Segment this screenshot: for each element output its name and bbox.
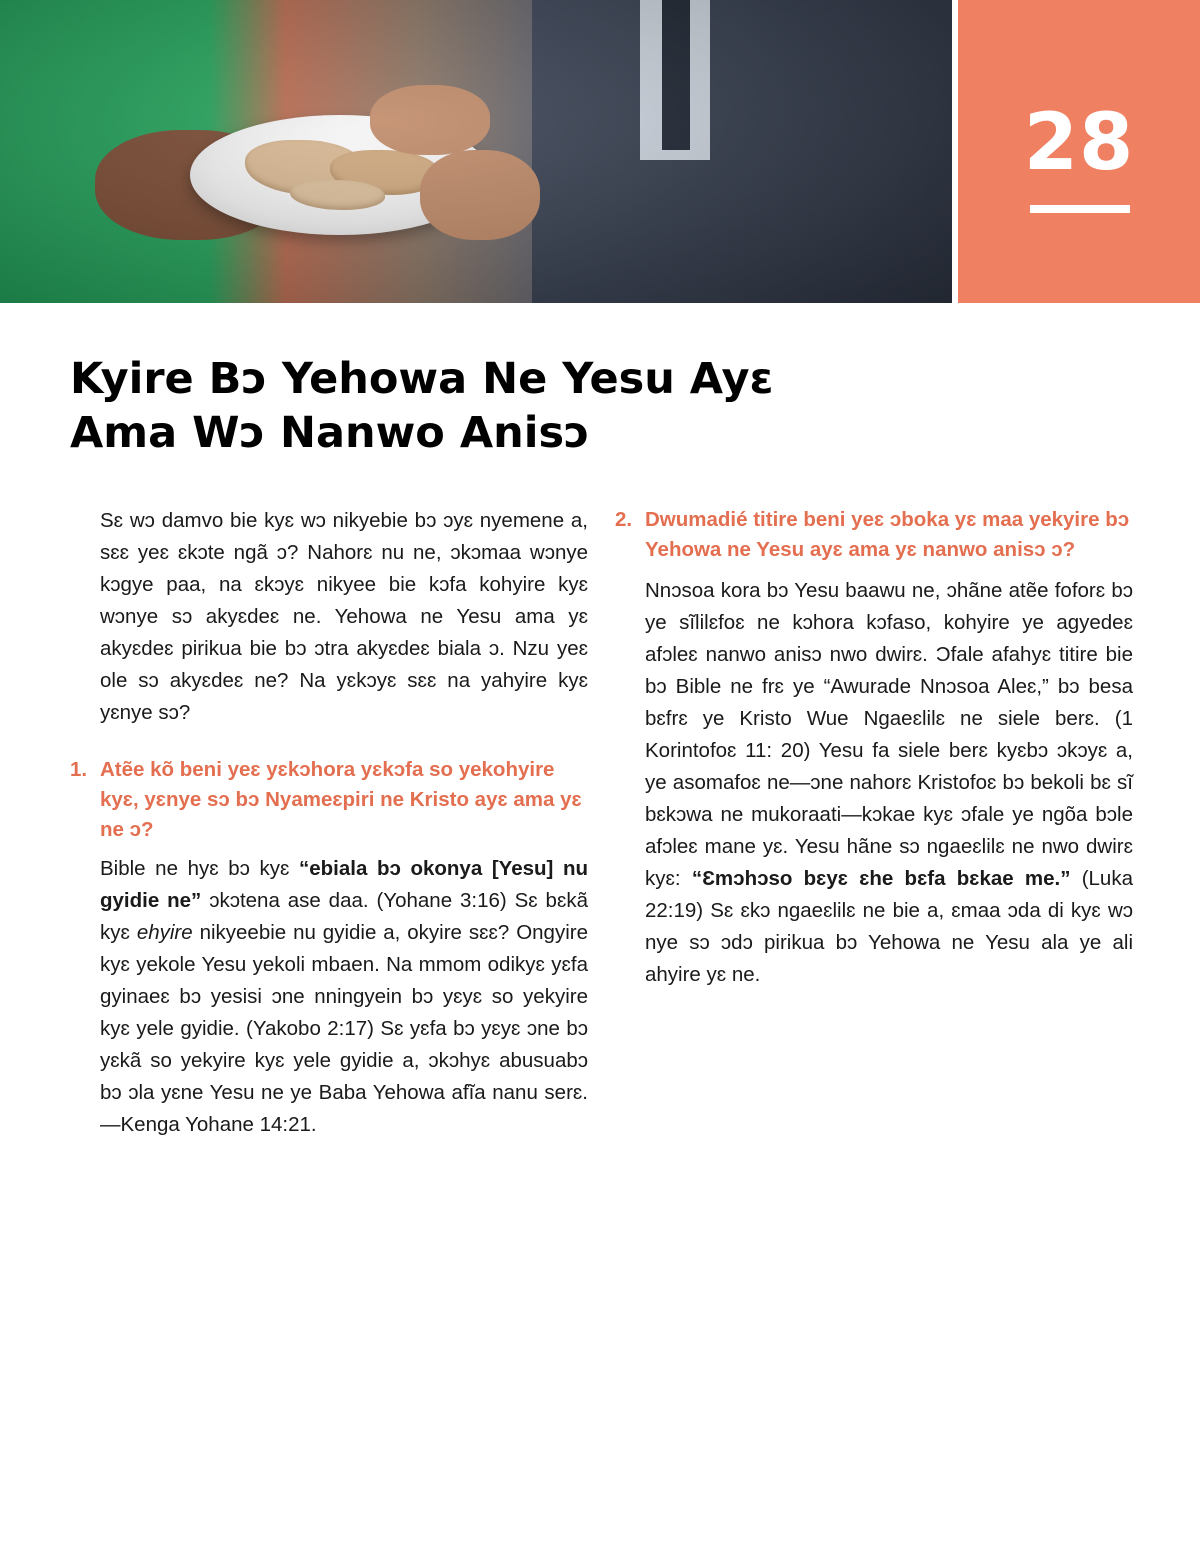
- scripture-quote: “Ɛmɔhɔso bɛyɛ ɛhe bɛfa bɛkae me.”: [691, 867, 1071, 890]
- question-2-number: 2.: [615, 508, 633, 531]
- text-run: Bible ne hyɛ bɔ kyɛ: [100, 857, 299, 880]
- left-column: [70, 505, 589, 1141]
- lesson-number: 28: [1023, 98, 1135, 188]
- header-photo: [0, 0, 952, 303]
- section-2-paragraph: [645, 575, 1133, 991]
- text-run: nikyeebie nu gyidie a, okyire sɛɛ? Ongyire kyɛ yekole Yesu yekoli mbaen. Na mmom odikyɛ yɛfa gyinaeɛ bɔ yesisi ɔne nningyein bɔ yɛyɛ so yekyire kyɛ yele gyidie. (Yakobo 2:17) Sɛ yɛfa bɔ yɛyɛ ɔne bɔ yɛkã so yekyire kyɛ yele gyidie a, ɔkɔhyɛ abusuabɔ bɔ ɔla yɛne Yesu ne ye Baba Yehowa afĩa nanu serɛ.—Kenga Yohane 14:21.: [100, 921, 588, 1136]
- question-1-text: Atẽe kõ beni yeɛ yɛkɔhora yɛkɔfa so yekohyire kyɛ, yɛnye sɔ bɔ Nyameɛpiri ne Kristo ayɛ ama yɛ ne ɔ?: [100, 758, 582, 841]
- question-1-number: 1.: [70, 758, 88, 781]
- scripture-quote: “ebiala bɔ okonya [Yesu] nu gyidie ne”: [100, 857, 588, 912]
- intro-paragraph: Sɛ wɔ damvo bie kyɛ wɔ nikyebie bɔ ɔyɛ nyemene a, sɛɛ yeɛ ɛkɔte ngã ɔ? Nahorɛ nu ne, ɔkɔmaa wɔnye kɔgye paa, na ɛkɔyɛ nikyee bie kɔfa kohyire kyɛ wɔnye sɔ akyɛdeɛ ne. Yehowa ne Yesu ama yɛ akyɛdeɛ pirikua bie bɔ ɔtra akyɛdeɛ biala ɔ. Nzu yeɛ ole sɔ akyɛdeɛ ne? Na yɛkɔyɛ sɛɛ na yahyire kyɛ yɛnye sɔ?: [100, 509, 588, 724]
- section-1-paragraph: [100, 853, 588, 1141]
- photo-shade: [0, 0, 952, 303]
- title-line-2: Ama Wɔ Nanwo Anisɔ: [70, 408, 590, 458]
- text-run: (Luka 22:19) Sɛ ɛkɔ ngaeɛlilɛ ne bie a, ɛmaa ɔda di kyɛ wɔ nye sɔ ɔdɔ pirikua bɔ Yehowa ne Yesu ala ye ali ahyire yɛ ne.: [645, 867, 1133, 986]
- text-run: Nnɔsoa kora bɔ Yesu baawu ne, ɔhãne atẽe foforɛ bɔ ye sĩlilɛfoɛ ne kɔhora kɔfaso, kohyire ye agyedeɛ afɔleɛ nanwo anisɔ nwo dwirɛ. Ɔfale afahyɛ titire bie bɔ Bible ne frɛ ye “Awurade Nnɔsoa Aleɛ,” bɔ besa bɛfrɛ ye Kristo Wue Ngaeɛlilɛ ne siele berɛ. (1 Korintofoɛ 11: 20) Yesu fa siele berɛ kyɛbɔ ɔkɔyɛ a, ye asomafoɛ ne—ɔne nahorɛ Kristofoɛ bɔ bekoli bɛ sĩ bɛkɔwa ne mukoraati—kɔkae kyɛ ɔfale ye ngõa bɔle afɔleɛ mane yɛ. Yesu hãne sɔ ngaeɛlilɛ ne nwo dwirɛ kyɛ:: [645, 579, 1133, 890]
- right-column: [615, 505, 1133, 991]
- page-title: [70, 352, 930, 460]
- text-run: ɔkɔtena ase daa. (Yohane 3:16) Sɛ bɛkã kyɛ: [100, 889, 589, 944]
- question-2-text: Dwumadié titire beni yeɛ ɔboka yɛ maa yekyire bɔ Yehowa ne Yesu ayɛ ama yɛ nanwo anisɔ ɔ?: [645, 508, 1130, 561]
- italic-word: ehyire: [136, 921, 193, 944]
- title-line-1: Kyire Bɔ Yehowa Ne Yesu Ayɛ: [70, 354, 774, 404]
- question-2: [615, 505, 1133, 565]
- question-1: [70, 755, 588, 845]
- lesson-number-box: [958, 0, 1200, 303]
- lesson-number-underline: [1030, 205, 1130, 213]
